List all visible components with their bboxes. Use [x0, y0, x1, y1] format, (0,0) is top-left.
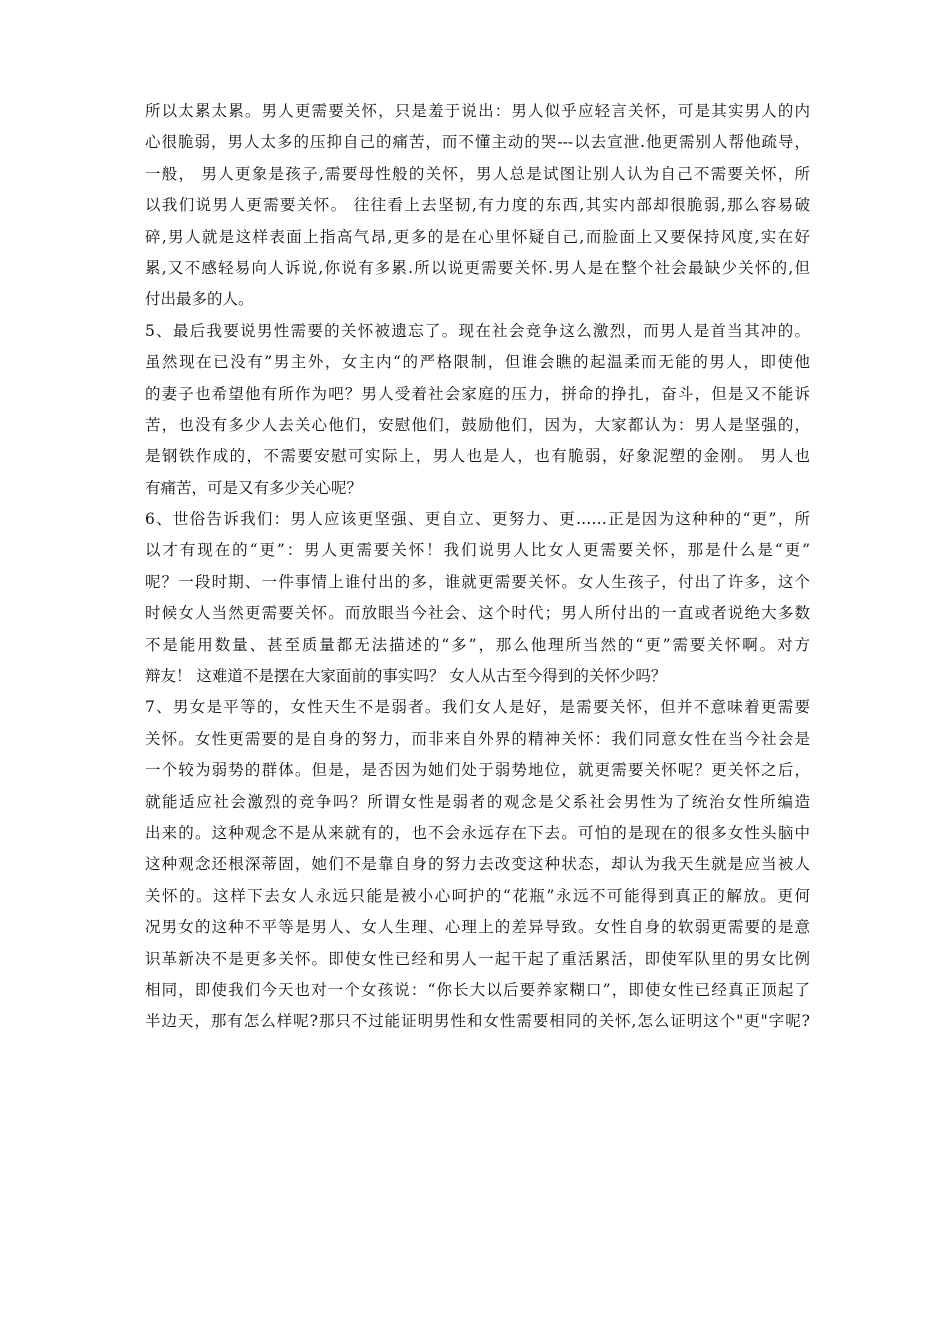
- text-line: 关怀的。这样下去女人永远只能是被小心呵护的“花瓶”永远不可能得到真正的解放。更何: [145, 886, 810, 905]
- text-line: 虽然现在已没有”男主外，女主内“的严格限制，但谁会瞧的起温柔而无能的男人，即使他: [145, 353, 810, 372]
- text-line: 7、男女是平等的，女性天生不是弱者。我们女人是好，是需要关怀，但并不意味着更需要: [145, 698, 810, 717]
- text-line: 辩友！ 这难道不是摆在大家面前的事实吗？ 女人从古至今得到的关怀少吗？: [145, 667, 667, 686]
- text-line: 一个较为弱势的群体。但是，是否因为她们处于弱势地位，就更需要关怀呢？更关怀之后，: [145, 761, 810, 780]
- text-line: 呢？一段时期、一件事情上谁付出的多，谁就更需要关怀。女人生孩子，付出了许多，这个: [145, 572, 810, 591]
- text-line: 况男女的这种不平等是男人、女人生理、心理上的差异导致。女性自身的软弱更需要的是意: [145, 918, 810, 937]
- text-line: 苦，也没有多少人去关心他们，安慰他们，鼓励他们，因为，大家都认为：男人是坚强的，: [145, 415, 810, 434]
- text-line: 是钢铁作成的，不需要安慰可实际上，男人也是人，也有脆弱，好象泥塑的金刚。 男人也: [145, 447, 810, 466]
- text-line: 时候女人当然更需要关怀。而放眼当今社会、这个时代；男人所付出的一直或者说绝大多数: [145, 604, 810, 623]
- text-line: 这种观念还根深蒂固，她们不是靠自身的努力去改变这种状态，却认为我天生就是应当被人: [145, 855, 810, 874]
- text-line: 以我们说男人更需要关怀。 往往看上去坚韧,有力度的东西,其实内部却很脆弱,那么容易破: [145, 196, 810, 215]
- text-line: 碎,男人就是这样表面上指高气昂,更多的是在心里怀疑自己,而脸面上又要保持风度,实在好: [145, 227, 810, 246]
- text-line: 一般， 男人更象是孩子,需要母性般的关怀，男人总是试图让别人认为自己不需要关怀，所: [145, 164, 810, 183]
- text-line: 心很脆弱，男人太多的压抑自己的痛苦，而不懂主动的哭---以去宣泄.他更需别人帮他疏导，: [145, 133, 810, 152]
- text-line: 识革新决不是更多关怀。即使女性已经和男人一起干起了重活累活，即使军队里的男女比例: [145, 949, 810, 968]
- text-line: 相同，即使我们今天也对一个女孩说：“你长大以后要养家糊口”，即使女性已经真正顶起了: [145, 980, 810, 999]
- text-line: 关怀。女性更需要的是自身的努力，而非来自外界的精神关怀：我们同意女性在当今社会是: [145, 729, 810, 748]
- text-line: 以才有现在的“更”：男人更需要关怀！我们说男人比女人更需要关怀，那是什么是“更”: [145, 541, 810, 560]
- text-line: 就能适应社会激烈的竞争吗？所谓女性是弱者的观念是父系社会男性为了统治女性所编造: [145, 792, 810, 811]
- text-line: 的妻子也希望他有所作为吧？男人受着社会家庭的压力，拼命的挣扎，奋斗，但是又不能诉: [145, 384, 810, 403]
- text-line: 付出最多的人。: [145, 290, 254, 309]
- text-line: 有痛苦，可是又有多少关心呢？: [145, 478, 363, 497]
- text-line: 累,又不感轻易向人诉说,你说有多累.所以说更需要关怀.男人是在整个社会最缺少关怀的,但: [145, 258, 810, 277]
- text-line: 6、世俗告诉我们：男人应该更坚强、更自立、更努力、更……正是因为这种种的“更”，所: [145, 510, 810, 529]
- text-line: 半边天，那有怎么样呢?那只不过能证明男性和女性需要相同的关怀,怎么证明这个"更"字呢?: [145, 1012, 810, 1031]
- text-line: 5、最后我要说男性需要的关怀被遗忘了。现在社会竞争这么激烈，而男人是首当其冲的。: [145, 321, 810, 340]
- document-body: [145, 96, 810, 1038]
- text-line: 出来的。这种观念不是从来就有的，也不会永远存在下去。可怕的是现在的很多女性头脑中: [145, 823, 810, 842]
- text-line: 不是能用数量、甚至质量都无法描述的“多”，那么他理所当然的“更”需要关怀啊。对方: [145, 635, 810, 654]
- text-line: 所以太累太累。男人更需要关怀，只是羞于说出：男人似乎应轻言关怀，可是其实男人的内: [145, 102, 810, 120]
